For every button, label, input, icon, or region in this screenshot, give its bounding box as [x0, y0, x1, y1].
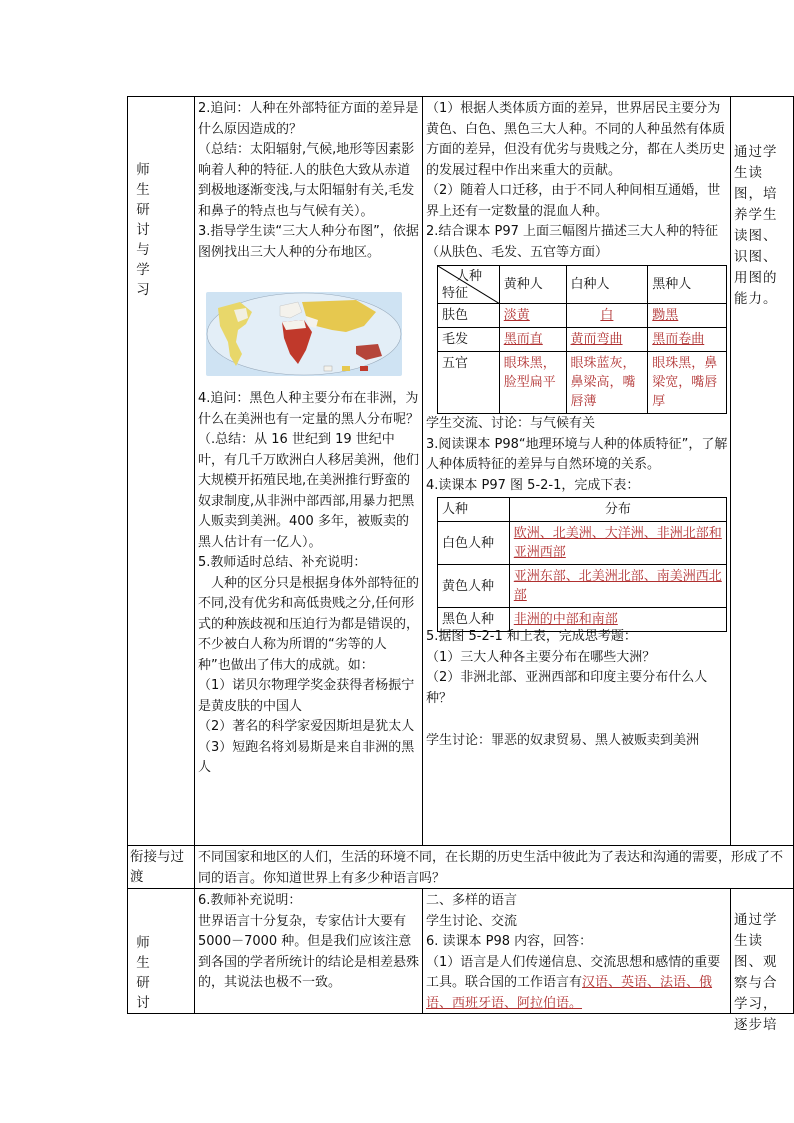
race-distribution-table: 人种 分布 白色人种 欧洲、北美洲、大洋洲、非洲北部和亚洲西部 黄色人种 亚洲东部、北美洲北部、南美洲西北部 黑色人种 非洲的中部和南部: [437, 497, 727, 632]
col-divider-c: [730, 96, 731, 845]
design-purpose-3: 通过学生读图、观察与合学习，逐步培: [734, 912, 778, 1033]
student-activity-bottom: 5.据图 5-2-1 和上表，完成思考题： （1）三大人种各主要分布在哪些大洲？ （2）非洲北部、亚洲西部和印度主要分布什么人种？: [426, 629, 708, 706]
col-divider-b: [422, 96, 423, 845]
col-divider-b2: [422, 888, 423, 1013]
transition-text: 不同国家和地区的人们，生活的环境不同，在长期的历史生活中彼此为了表达和沟通的需要，形成了不同的语言。你知道世界上有多少种语言吗？: [198, 850, 784, 886]
teacher-summary-5: 5.教师适时总结、补充说明：: [198, 555, 367, 570]
race-feature-table: [437, 265, 727, 414]
table-row: 五官 眼珠黑，脸型扁平 眼珠蓝灰，鼻梁高，嘴唇薄 眼珠黑，鼻梁宽，嘴唇厚: [438, 352, 727, 414]
teacher-question-2: 2.追问：人种在外部特征方面的差异是什么原因造成的？: [198, 101, 419, 137]
teacher-activity-3: 6.教师补充说明： 世界语言十分复杂，专家估计大要有 5000－7000 种。但是我们应该注意到各国的学者所统计的结论是相差悬殊的，其说法也极不一致。: [198, 893, 420, 990]
un-languages: 汉语、英语、法语、俄语、西班牙语、阿拉伯语。: [426, 975, 713, 1011]
table-row: 黑色人种 非洲的中部和南部: [438, 608, 727, 632]
header-white-race: 白种人: [566, 266, 648, 304]
student-activity-mid: 学生交流、讨论：与气候有关 3.阅读课本 P98“地理环境与人种的体质特征”，了解人种体质特征的差异与自然环境的关系。 4.读课本 P97 图 5-2-1，完成下表：: [426, 416, 728, 493]
teacher-question-4: 4.追问：黑色人种主要分布在非洲，为什么在美洲也有一定量的黑人分布呢？: [198, 391, 420, 427]
student-activity-top: （1）根据人类体质方面的差异，世界居民主要分为黄色、白色、黑色三大人种。不同的人种虽然有体质方面的差异，但没有优劣与贵贱之分，都在人类历史的发展过程中作出来重大的贡献。 （2）随着人口迁移，由于不同人种间相互通婚，世界上还有一定数量的混血人种。 2.结合课本 P97 上面三幅图片描述三大人种的特征（从肤色、毛发、五官等方面）: [426, 101, 726, 260]
teacher-guide-3: 3.指导学生读“三大人种分布图”，依据图例找出三大人种的分布地区。: [198, 224, 419, 260]
teacher-activity-bottom: [198, 389, 419, 779]
student-discussion: 学生讨论：罪恶的奴隶贸易、黑人被贩卖到美洲: [426, 733, 700, 748]
teacher-summary-4: （.总结：从 16 世纪到 19 世纪中叶，有几千万欧洲白人移居美洲，他们大规模开拓殖民地,在美洲推行野蛮的奴隶制度,从非洲中部西部,用暴力把黑人贩卖到美洲。400 多年，被贩卖的黑人估计有一亿人）。: [198, 432, 420, 550]
col-divider-a: [194, 96, 195, 1013]
teacher-activity-top: [198, 99, 419, 263]
design-purpose-1: 通过学生读图，培养学生读图、识图、用图的能力。: [734, 144, 778, 307]
table-row: 肤色 淡黄 白 黝黑: [438, 304, 727, 328]
example-1: （1）诺贝尔物理学奖金获得者杨振宁是黄皮肤的中国人: [198, 678, 415, 714]
section2-label: 衔接与过渡: [130, 849, 184, 885]
header-yellow-race: 黄种人: [499, 266, 566, 304]
section3-label: 师 生 研 讨: [136, 935, 150, 1011]
example-2: （2）著名的科学家爱因斯坦是犹太人: [198, 719, 415, 734]
header-black-race: 黑种人: [648, 266, 727, 304]
teacher-explanation: 人种的区分只是根据身体外部特征的不同,没有优劣和高低贵贱之分,任何形式的种族歧视和压迫行为都是错误的，不少被白人称为所谓的“劣等的人种”也做出了伟大的成就。如：: [198, 575, 420, 673]
table-border-top: [127, 96, 794, 97]
table-row: 黄色人种 亚洲东部、北美洲北部、南美洲西北部: [438, 565, 727, 608]
section1-label: 师 生 研 讨 与 学 习: [136, 162, 150, 298]
table-divider-1: [127, 845, 794, 846]
feature-corner-cell: 人种 特征: [438, 266, 500, 304]
teacher-summary-2: （总结：太阳辐射,气候,地形等因素影响着人种的特征.人的肤色大致从赤道到极地逐渐变浅,与太阳辐射有关,毛发和鼻子的特点也与气候有关）。: [198, 142, 415, 219]
example-3: （3）短跑名将刘易斯是来自非洲的黑人: [198, 739, 415, 775]
table-row: 白色人种 欧洲、北美洲、大洋洲、非洲北部和亚洲西部: [438, 522, 727, 565]
table-row: 毛发 黑而直 黄而弯曲 黑而卷曲: [438, 328, 727, 352]
student-activity-3: 二、多样的语言 学生讨论、交流 6. 读课本 P98 内容，回答： （1）语言是人们传递信息、交流思想和感情的重要工具。联合国的工作语言有汉语、英语、法语、俄语、西班牙语、阿拉伯语。: [426, 893, 721, 1011]
race-distribution-map: [206, 292, 402, 376]
col-divider-c2: [730, 888, 731, 1013]
